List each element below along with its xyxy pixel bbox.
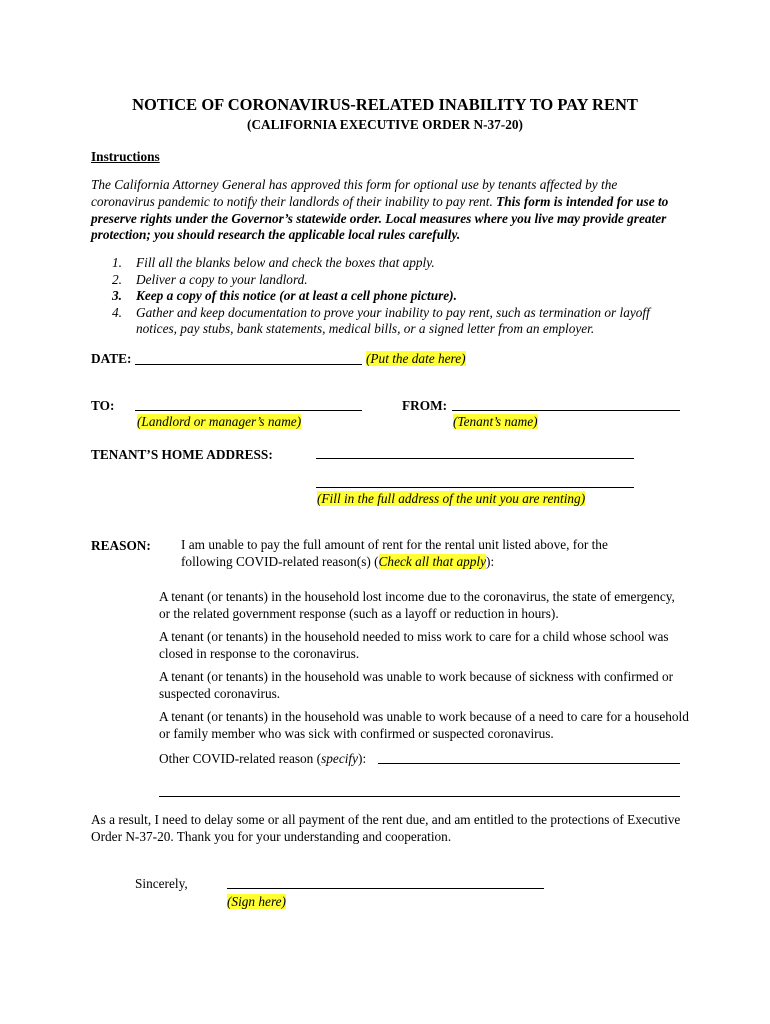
date-hint-text: (Put the date here) [366,351,466,366]
from-hint-text: (Tenant’s name) [453,414,538,429]
reason-intro [181,537,651,570]
date-label: DATE: [91,351,132,366]
landlord-name-field[interactable] [135,410,362,411]
step-number: 2. [112,271,122,287]
reason-intro-text: I am unable to pay the full amount of rent for the rental unit listed above, for the following COVID-related reason(s) ( [181,537,608,569]
instructions-intro [91,177,681,244]
step-item [112,255,687,272]
sincerely-label: Sincerely, [135,876,188,891]
other-reason-field[interactable] [378,763,680,764]
step-item [112,272,687,289]
reason-checkbox-2[interactable] [136,633,147,644]
from-hint [453,413,538,430]
reason-checkbox-other[interactable] [136,754,147,765]
step-item [112,288,687,305]
intro-bold-text: This form is intended for use to preserve rights under the Governor’s statewide order. Local measures where you live may provide greater protection; you should research the applicable local rules carefully. [91,193,669,243]
reason-label: REASON: [91,538,151,553]
address-line-1-field[interactable] [316,458,634,459]
document-title: NOTICE OF CORONAVIRUS-RELATED INABILITY TO PAY RENT [132,95,638,114]
other-label-text: Other COVID-related reason ( [159,751,322,766]
to-hint-text: (Landlord or manager’s name) [137,414,302,429]
reason-checkbox-4[interactable] [136,713,147,724]
instructions-heading: Instructions [91,149,160,164]
document-subtitle: (CALIFORNIA EXECUTIVE ORDER N-37-20) [247,117,523,132]
signature-field[interactable] [227,888,544,889]
intro-text: The California Attorney General has approved this form for optional use by tenants affected by the coronavirus pandemic to notify their landlords of their inability to pay rent. [91,177,618,209]
step-text: Fill all the blanks below and check the boxes that apply. [136,255,435,270]
step-number: 4. [112,304,122,320]
to-hint [137,413,301,430]
tenant-name-field[interactable] [452,410,680,411]
address-line-2-field[interactable] [316,487,634,488]
reason-intro-end: ): [486,553,495,569]
address-label: TENANT’S HOME ADDRESS: [91,447,273,462]
other-reason-label [159,750,366,767]
other-label-end: ): [358,751,367,766]
reason-option-3: A tenant (or tenants) in the household was unable to work because of sickness with confirmed or suspected coronavirus. [159,669,674,701]
date-field[interactable] [135,364,362,365]
step-item [112,305,687,338]
step-number: 3. [112,288,122,304]
address-hint [317,490,585,507]
other-reason-field-line-2[interactable] [159,796,680,797]
reason-option-1: A tenant (or tenants) in the household lost income due to the coronavirus, the state of emergency, or the related government response (such as a layoff or reduction in hours). [159,589,675,621]
sign-hint [227,893,286,910]
step-text: Deliver a copy to your landlord. [136,271,308,287]
reason-checkbox-3[interactable] [136,673,147,684]
from-label: FROM: [402,398,448,413]
step-text: Keep a copy of this notice (or at least a cell phone picture). [136,288,457,304]
reason-checkbox-1[interactable] [136,593,147,604]
address-hint-text: (Fill in the full address of the unit you are renting) [317,491,586,506]
instruction-steps [112,255,687,338]
reason-option-4: A tenant (or tenants) in the household was unable to work because of a need to care for a household or family member who was sick with confirmed or suspected coronavirus. [159,709,689,741]
other-specify-text: specify [321,751,359,766]
sign-hint-text: (Sign here) [227,894,286,909]
step-text: Gather and keep documentation to prove your inability to pay rent, such as termination or layoff notices, pay stubs, bank statements, medical bills, or a signed letter from an employer. [136,304,650,337]
date-hint [366,350,466,367]
to-label: TO: [91,398,115,413]
step-number: 1. [112,255,122,270]
closing-paragraph: As a result, I need to delay some or all payment of the rent due, and am entitled to the protections of Executive Order N-37-20. Thank you for your understanding and cooperation. [91,812,681,844]
reason-hint: Check all that apply [378,553,487,569]
reason-option-2: A tenant (or tenants) in the household needed to miss work to care for a child whose school was closed in response to the coronavirus. [159,629,669,661]
